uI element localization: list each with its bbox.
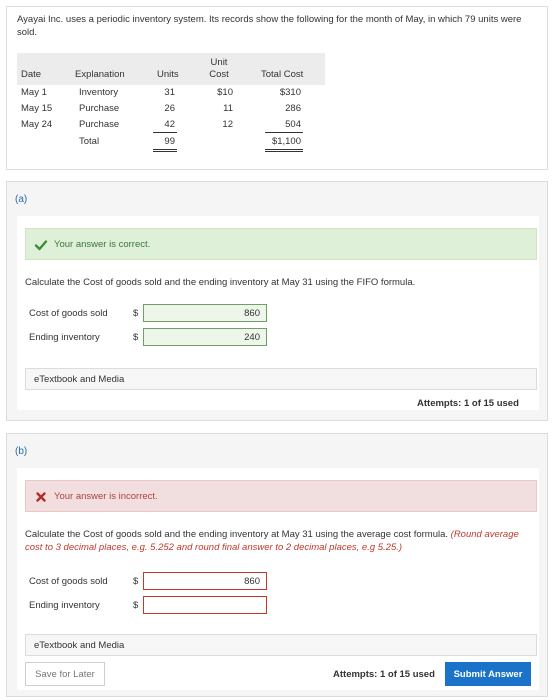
- submit-answer-button[interactable]: Submit Answer: [445, 662, 531, 686]
- row-total-cost: 504: [285, 119, 301, 130]
- attempts-counter: Attempts: 1 of 15 used: [417, 398, 519, 409]
- cogs-input[interactable]: [143, 304, 267, 322]
- row-units: 31: [164, 87, 175, 98]
- row-units: 26: [164, 103, 175, 114]
- incorrect-alert-text: Your answer is incorrect.: [54, 491, 158, 502]
- total-cost-underline: [265, 149, 303, 150]
- part-a-question: Calculate the Cost of goods sold and the ending inventory at May 31 using the FIFO formula.: [25, 277, 416, 288]
- problem-card: [6, 6, 548, 170]
- inventory-table: [17, 53, 325, 157]
- etextbook-media-label: eTextbook and Media: [34, 374, 125, 385]
- total-cost-underline: [265, 151, 303, 152]
- cogs-input[interactable]: [143, 572, 267, 590]
- row-unit-cost: $10: [217, 87, 233, 98]
- header-explanation: Explanation: [75, 69, 125, 80]
- ending-inventory-input[interactable]: [143, 328, 267, 346]
- row-date: May 15: [21, 103, 53, 114]
- currency-symbol: $: [133, 308, 139, 319]
- save-for-later-button[interactable]: Save for Later: [25, 662, 105, 686]
- row-units: 42: [164, 119, 175, 130]
- attempts-counter: Attempts: 1 of 15 used: [333, 669, 435, 680]
- header-total-cost: Total Cost: [261, 69, 304, 80]
- header-unit-cost-line1: Unit: [210, 57, 228, 68]
- cogs-label: Cost of goods sold: [29, 308, 108, 319]
- currency-symbol: $: [133, 332, 139, 343]
- part-b-section: [6, 433, 548, 697]
- incorrect-alert: [25, 480, 537, 512]
- part-b-question: [25, 528, 525, 554]
- etextbook-media-bar[interactable]: [25, 368, 537, 390]
- row-total-cost: 286: [285, 103, 301, 114]
- total-units: 99: [164, 136, 175, 147]
- row-unit-cost: 11: [223, 103, 233, 114]
- currency-symbol: $: [133, 576, 139, 587]
- row-explanation: Inventory: [79, 87, 119, 98]
- ending-inventory-input[interactable]: [143, 596, 267, 614]
- ending-inventory-label: Ending inventory: [29, 332, 100, 343]
- total-label: Total: [79, 136, 100, 147]
- part-b-question-text: Calculate the Cost of goods sold and the ending inventory at May 31 using the average cost formula.: [25, 529, 449, 540]
- row-explanation: Purchase: [79, 103, 120, 114]
- header-units: Units: [157, 69, 179, 80]
- etextbook-media-bar[interactable]: [25, 634, 537, 656]
- units-total-underline: [153, 151, 177, 152]
- correct-alert-text: Your answer is correct.: [54, 239, 151, 250]
- units-total-underline: [153, 149, 177, 150]
- cogs-label: Cost of goods sold: [29, 576, 108, 587]
- correct-alert: [25, 228, 537, 260]
- row-total-cost: $310: [279, 87, 301, 98]
- problem-intro: Ayayai Inc. uses a periodic inventory system. Its records show the following for the month of May, in which 79 units were sold.: [17, 14, 522, 38]
- row-unit-cost: 12: [222, 119, 233, 130]
- part-a-body: [17, 216, 539, 410]
- rounding-note: (Round average cost to 3 decimal places, e.g. 5.252 and round final answer to 2 decimal places, e.g 5.25.): [25, 529, 519, 553]
- part-a-label: (a): [15, 194, 28, 205]
- row-explanation: Purchase: [79, 119, 120, 130]
- row-date: May 1: [21, 87, 47, 98]
- part-b-label: (b): [15, 446, 28, 457]
- header-unit-cost-line2: Cost: [209, 69, 229, 80]
- ending-inventory-label: Ending inventory: [29, 600, 100, 611]
- x-mark-icon: [34, 490, 48, 504]
- row-date: May 24: [21, 119, 53, 130]
- part-a-section: [6, 181, 548, 421]
- header-date: Date: [21, 69, 42, 80]
- checkmark-icon: [34, 238, 48, 252]
- etextbook-media-label: eTextbook and Media: [34, 640, 125, 651]
- units-sum-rule: [153, 132, 177, 133]
- currency-symbol: $: [133, 600, 139, 611]
- total-cost: $1,100: [271, 136, 301, 147]
- total-cost-sum-rule: [265, 132, 303, 133]
- part-b-body: [17, 468, 539, 690]
